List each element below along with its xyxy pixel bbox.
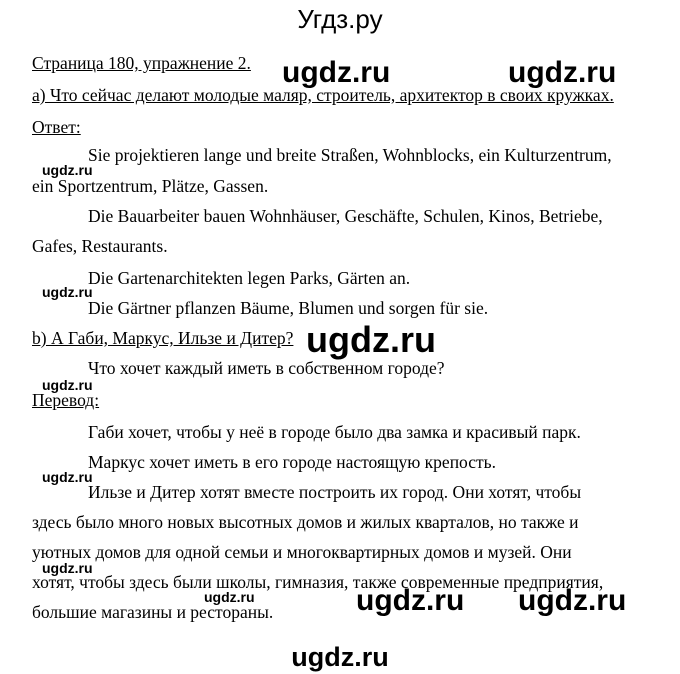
answer-line: Die Bauarbeiter bauen Wohnhäuser, Geschäfte, Schulen, Kinos, Betriebe, <box>88 206 603 226</box>
site-title: Угдз.ру <box>297 4 383 34</box>
translation-line: большие магазины и рестораны. <box>32 602 274 622</box>
answer-label: Ответ: <box>32 117 81 137</box>
watermark: ugdz.ru <box>356 584 465 617</box>
watermark: ugdz.ru <box>306 319 436 360</box>
watermark: ugdz.ru <box>508 56 617 89</box>
watermark: ugdz.ru <box>204 589 255 605</box>
translation-line: уютных домов для одной семьи и многоквартирных домов и музей. Они <box>32 542 572 562</box>
watermark: ugdz.ru <box>42 377 93 393</box>
watermark: ugdz.ru <box>518 584 627 617</box>
answer-line: Gafes, Restaurants. <box>32 236 168 256</box>
watermark: ugdz.ru <box>42 284 93 300</box>
answer-line: Sie projektieren lange und breite Straßen, Wohnblocks, ein Kulturzentrum, <box>88 145 612 165</box>
answer-line: ein Sportzentrum, Plätze, Gassen. <box>32 176 269 196</box>
answer-line: Die Gärtner pflanzen Bäume, Blumen und sorgen für sie. <box>88 298 489 318</box>
footer-watermark: ugdz.ru <box>291 642 389 672</box>
answer-line: Die Gartenarchitekten legen Parks, Gärten an. <box>88 268 411 288</box>
translation-line: хотят, чтобы здесь были школы, гимназия, также современные предприятия, <box>32 572 604 592</box>
watermark: ugdz.ru <box>42 162 93 178</box>
watermark: ugdz.ru <box>282 56 391 89</box>
translation-line: здесь было много новых высотных домов и жилых кварталов, но также и <box>32 512 579 532</box>
question-a: а) Что сейчас делают молодые маляр, строитель, архитектор в своих кружках. <box>32 85 614 105</box>
question-b-sub: Что хочет каждый иметь в собственном городе? <box>88 358 445 378</box>
translation-label: Перевод: <box>32 390 100 410</box>
watermark: ugdz.ru <box>42 560 93 576</box>
watermark: ugdz.ru <box>42 469 93 485</box>
translation-line: Маркус хочет иметь в его городе настоящую крепость. <box>88 452 497 472</box>
translation-line: Габи хочет, чтобы у неё в городе было два замка и красивый парк. <box>88 422 581 442</box>
translation-line: Ильзе и Дитер хотят вместе построить их город. Они хотят, чтобы <box>88 482 582 502</box>
page-heading: Страница 180, упражнение 2. <box>32 53 251 73</box>
question-b: b) А Габи, Маркус, Ильзе и Дитер? <box>32 328 294 348</box>
